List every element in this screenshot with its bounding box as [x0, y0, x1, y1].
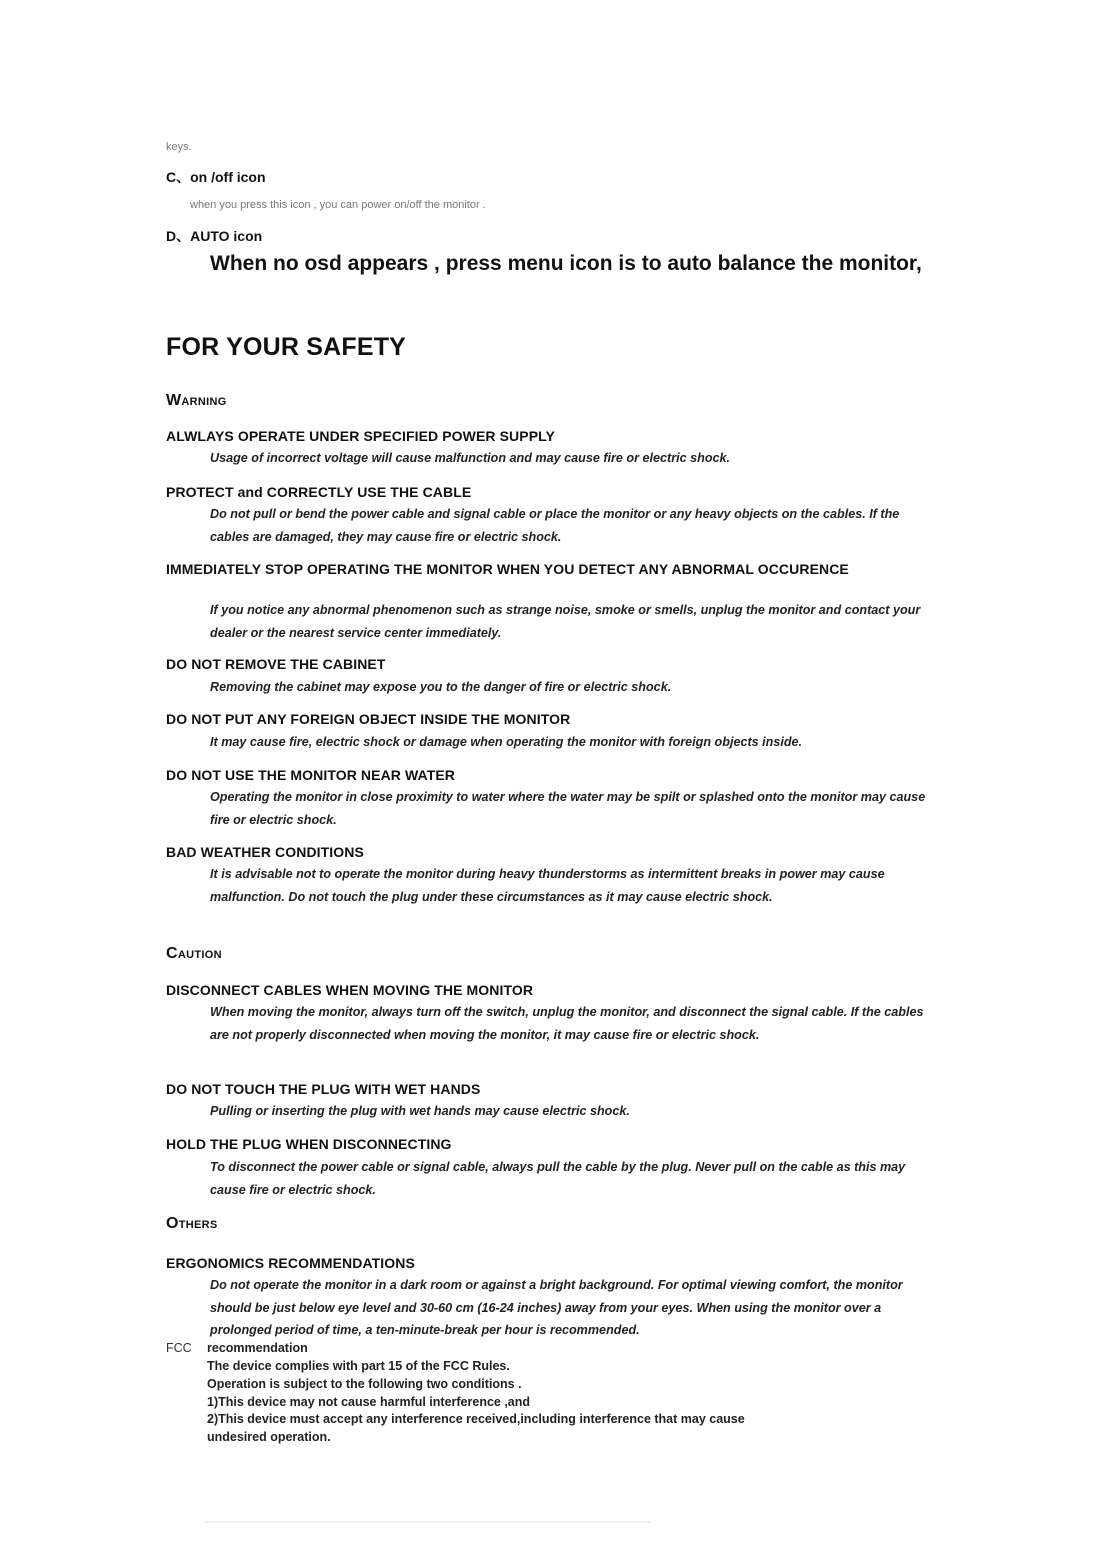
caution-heading: Caution — [166, 945, 222, 962]
warning-item-title: DO NOT REMOVE THE CABINET — [166, 656, 386, 672]
page-title: FOR YOUR SAFETY — [166, 333, 407, 361]
warning-item-text: Usage of incorrect voltage will cause malfunction and may cause fire or electric shock. — [210, 451, 731, 465]
fcc-label: FCC — [166, 1341, 192, 1355]
warning-item-title: ALWLAYS OPERATE UNDER SPECIFIED POWER SUPPLY — [166, 428, 555, 444]
warning-item-title: BAD WEATHER CONDITIONS — [166, 844, 364, 860]
warning-item-text: It may cause fire, electric shock or damage when operating the monitor with foreign objects inside. — [210, 735, 803, 749]
caution-item-title: DO NOT TOUCH THE PLUG WITH WET HANDS — [166, 1081, 481, 1097]
caution-item-text: To disconnect the power cable or signal cable, always pull the cable by the plug. Never pull on the cable as this may cause fire or electric shock. — [210, 1160, 906, 1197]
warning-item-text: It is advisable not to operate the monitor during heavy thunderstorms as intermittent breaks in power may cause malfunction. Do not touch the plug under these circumstances as it may cause electric shock. — [210, 867, 885, 904]
others-item-title: ERGONOMICS RECOMMENDATIONS — [166, 1255, 415, 1271]
warning-item-title: PROTECT and CORRECTLY USE THE CABLE — [166, 484, 472, 500]
fcc-line: undesired operation. — [207, 1430, 331, 1444]
d-description: When no osd appears , press menu icon is to auto balance the monitor, — [210, 252, 922, 275]
fcc-line: The device complies with part 15 of the FCC Rules. — [207, 1359, 510, 1373]
caution-item-title: DISCONNECT CABLES WHEN MOVING THE MONITOR — [166, 982, 534, 998]
fcc-line: 1)This device may not cause harmful interference ,and — [207, 1395, 531, 1409]
warning-item-text: If you notice any abnormal phenomenon such as strange noise, smoke or smells, unplug the monitor and contact your dealer or the nearest service center immediately. — [210, 603, 921, 640]
keys-text: keys. — [166, 141, 192, 153]
warning-item-text: Operating the monitor in close proximity to water where the water may be spilt or splashed onto the monitor may cause fire or electric shock. — [210, 790, 926, 827]
others-heading: Others — [166, 1215, 218, 1232]
warning-item-text: Do not pull or bend the power cable and signal cable or place the monitor or any heavy objects on the cables. If the cables are damaged, they may cause fire or electric shock. — [210, 507, 900, 544]
fcc-heading: recommendation — [207, 1341, 308, 1355]
c-label: C、on /off icon — [166, 169, 266, 185]
fcc-line: Operation is subject to the following two conditions . — [207, 1377, 522, 1391]
others-item-text: Do not operate the monitor in a dark room or against a bright background. For optimal viewing comfort, the monitor should be just below eye level and 30-60 cm (16-24 inches) away from your eyes. When using the monitor over a prolonged period of time, a ten-minute-break per hour is recommended. — [210, 1278, 903, 1337]
d-label: D、AUTO icon — [166, 228, 263, 244]
fcc-line: 2)This device must accept any interference received,including interference that may cause — [207, 1412, 745, 1426]
warning-item-text: Removing the cabinet may expose you to the danger of fire or electric shock. — [210, 680, 672, 694]
caution-item-text: When moving the monitor, always turn off the switch, unplug the monitor, and disconnect the signal cable. If the cables are not properly disconnected when moving the monitor, it may cause fire or electric shock. — [210, 1005, 924, 1042]
warning-item-title: DO NOT USE THE MONITOR NEAR WATER — [166, 767, 456, 783]
footer-divider — [205, 1521, 650, 1523]
warning-item-title: IMMEDIATELY STOP OPERATING THE MONITOR WHEN YOU DETECT ANY ABNORMAL OCCURENCE — [166, 561, 849, 577]
caution-item-text: Pulling or inserting the plug with wet hands may cause electric shock. — [210, 1104, 630, 1118]
warning-item-title: DO NOT PUT ANY FOREIGN OBJECT INSIDE THE MONITOR — [166, 711, 571, 727]
caution-item-title: HOLD THE PLUG WHEN DISCONNECTING — [166, 1136, 452, 1152]
c-description: when you press this icon , you can power on/off the monitor . — [190, 199, 486, 211]
warning-heading: Warning — [166, 392, 227, 409]
